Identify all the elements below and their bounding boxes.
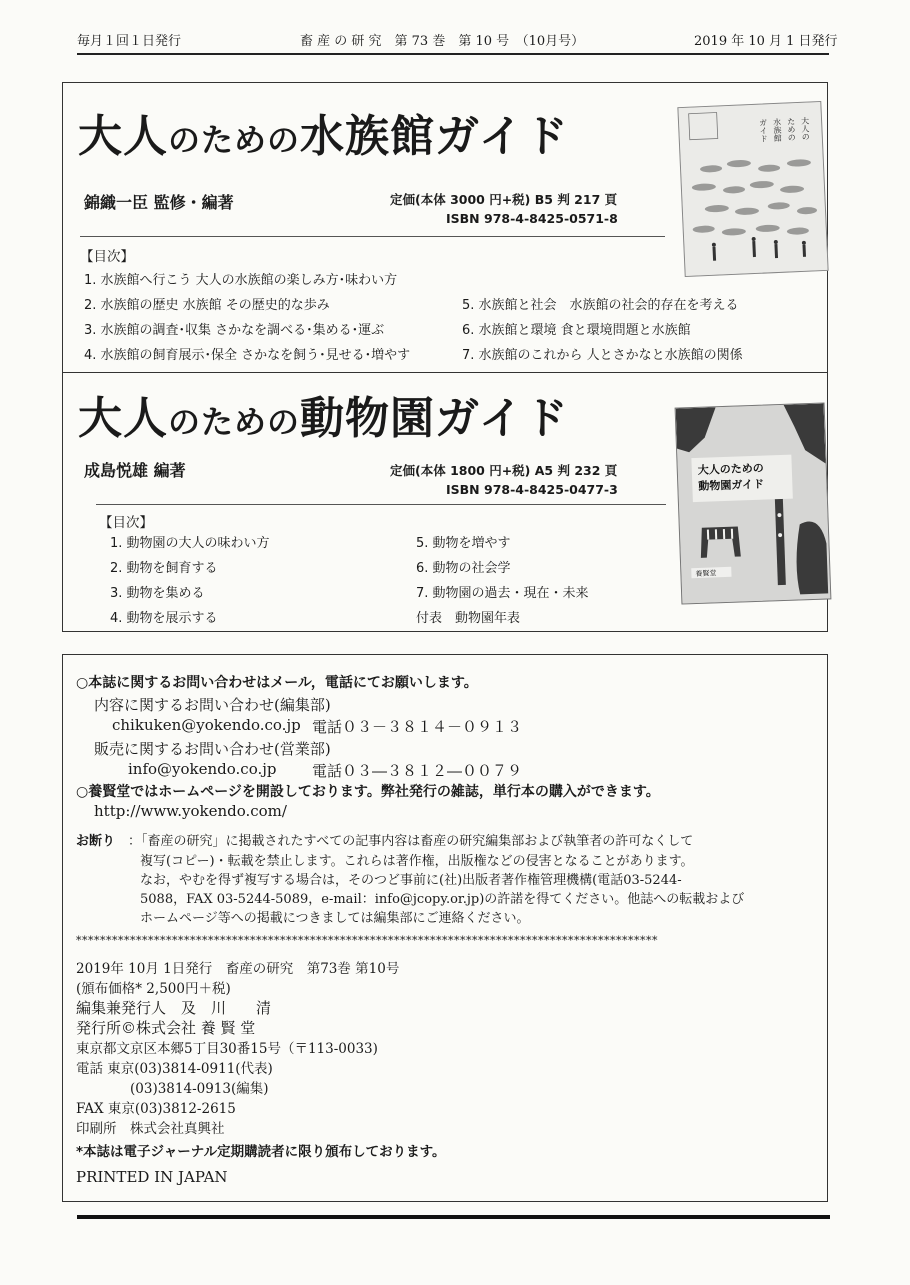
book1-rule xyxy=(80,236,665,237)
book2-rule xyxy=(96,504,666,505)
sales-contact-label: 販売に関するお問い合わせ(営業部) xyxy=(94,740,331,758)
book2-toc-item: 付表 動物園年表 xyxy=(416,611,521,626)
colophon-line: 発行所©株式会社 養 賢 堂 xyxy=(76,1019,256,1037)
sales-phone: 電話０３―３８１２―００７９ xyxy=(312,762,523,780)
book1-price: 定価(本体 3000 円+税) B5 判 217 頁 xyxy=(390,192,618,207)
contact-intro: ○本誌に関するお問い合わせはメール，電話にてお願いします。 xyxy=(76,675,478,691)
svg-text:ための: ための xyxy=(786,117,797,142)
edit-email: chikuken@yokendo.co.jp xyxy=(112,716,301,734)
book1-toc-heading: 【目次】 xyxy=(80,249,134,265)
book2-toc-item: 4. 動物を展示する xyxy=(110,611,218,626)
colophon-line: 編集兼発行人 及 川 清 xyxy=(76,999,272,1017)
ad-separator xyxy=(63,372,827,373)
book2-toc-item: 5. 動物を増やす xyxy=(416,536,511,551)
book2-toc-heading: 【目次】 xyxy=(99,515,153,531)
book2-toc-item: 3. 動物を集める xyxy=(110,586,205,601)
book1-isbn: ISBN 978-4-8425-0571-8 xyxy=(446,211,618,226)
book2-isbn: ISBN 978-4-8425-0477-3 xyxy=(446,482,618,497)
book2-price: 定価(本体 1800 円+税) A5 判 232 頁 xyxy=(390,463,618,478)
book2-title: 大人のための動物園ガイド xyxy=(78,393,569,444)
book1-toc-item: 6. 水族館と環境 食と環境問題と水族館 xyxy=(462,323,691,338)
book1-toc-item: 1. 水族館へ行こう 大人の水族館の楽しみ方･味わい方 xyxy=(84,273,398,288)
notice-line: 複写(コピー)・転載を禁止します。これらは著作権，出版権などの侵害となることがあります。 xyxy=(140,854,694,869)
bottom-rule xyxy=(77,1215,830,1219)
colophon-line: 印刷所 株式会社真興社 xyxy=(76,1121,225,1137)
notice-label: お断り xyxy=(76,834,116,849)
edit-contact-label: 内容に関するお問い合わせ(編集部) xyxy=(94,696,331,714)
notice-line: 5088，FAX 03-5244-5089，e-mail：info@jcopy.or.jp)の許諾を得てください。他誌への転載および xyxy=(140,892,745,907)
header-center: 畜 産 の 研 究 第 73 巻 第 10 号 （10月号） xyxy=(300,34,585,49)
svg-text:水族館: 水族館 xyxy=(772,117,783,143)
book2-cover-image xyxy=(675,402,832,604)
colophon-line: (03)3814-0913(編集) xyxy=(76,1081,269,1097)
book1-toc-item: 7. 水族館のこれから 人とさかなと水族館の関係 xyxy=(462,348,743,363)
book1-toc-item: 2. 水族館の歴史 水族館 その歴史的な歩み xyxy=(84,298,330,313)
star-divider: ************************************************************************************************* xyxy=(76,934,658,947)
edit-phone: 電話０３－３８１４－０９１３ xyxy=(312,718,523,736)
svg-text:大人のための: 大人のための xyxy=(697,461,764,477)
printed-in-japan: PRINTED IN JAPAN xyxy=(76,1168,228,1186)
svg-text:養賢堂: 養賢堂 xyxy=(695,569,717,579)
notice-line: ホームページ等への掲載につきましては編集部にご連絡ください。 xyxy=(140,911,530,926)
notice-line: なお，やむを得ず複写する場合は，そのつど事前に(社)出版者著作権管理機構(電話03-5244- xyxy=(140,873,682,888)
book1-title: 大人のための水族館ガイド xyxy=(78,111,569,162)
book2-toc-item: 1. 動物園の大人の味わい方 xyxy=(110,536,270,551)
colophon-line: (頒布価格* 2,500円＋税) xyxy=(76,981,231,997)
homepage-url[interactable]: http://www.yokendo.com/ xyxy=(94,802,287,820)
notice-line: ：「畜産の研究」に掲載されたすべての記事内容は畜産の研究編集部および執筆者の許可なくして xyxy=(128,834,694,849)
colophon-line: 2019年 10月 1日発行 畜産の研究 第73巻 第10号 xyxy=(76,961,400,977)
book2-toc-item: 7. 動物園の過去・現在・未来 xyxy=(416,586,589,601)
distribution-note: *本誌は電子ジャーナル定期購読者に限り頒布しております。 xyxy=(76,1144,446,1160)
colophon-line: 東京都文京区本郷5丁目30番15号（〒113-0033) xyxy=(76,1041,378,1057)
header-left: 毎月１回１日発行 xyxy=(77,34,182,49)
header-rule xyxy=(77,53,829,55)
zoo-animals-illustration xyxy=(676,403,831,603)
homepage-notice: ○養賢堂ではホームページを開設しております。弊社発行の雑誌，単行本の購入ができます。 xyxy=(76,784,660,800)
sales-email: info@yokendo.co.jp xyxy=(128,760,277,778)
fish-school-illustration xyxy=(678,102,827,276)
book2-toc-item: 2. 動物を飼育する xyxy=(110,561,218,576)
header-right: 2019 年 10 月 1 日発行 xyxy=(694,34,838,49)
book1-toc-item: 3. 水族館の調査･収集 さかなを調べる･集める･運ぶ xyxy=(84,323,385,338)
book2-author: 成島悦雄 編著 xyxy=(84,461,186,480)
book1-toc-item: 4. 水族館の飼育展示･保全 さかなを飼う･見せる･増やす xyxy=(84,348,411,363)
book1-author: 錦織一臣 監修・編著 xyxy=(84,193,234,212)
colophon-line: 電話 東京(03)3814-0911(代表) xyxy=(76,1061,273,1077)
svg-text:ガイド: ガイド xyxy=(758,118,769,143)
svg-text:動物園ガイド: 動物園ガイド xyxy=(698,477,765,493)
colophon-line: FAX 東京(03)3812-2615 xyxy=(76,1101,236,1117)
book1-toc-item: 5. 水族館と社会 水族館の社会的存在を考える xyxy=(462,298,739,313)
svg-text:大人の: 大人の xyxy=(800,116,811,141)
book2-toc-item: 6. 動物の社会学 xyxy=(416,561,511,576)
book1-cover-image xyxy=(677,101,828,277)
